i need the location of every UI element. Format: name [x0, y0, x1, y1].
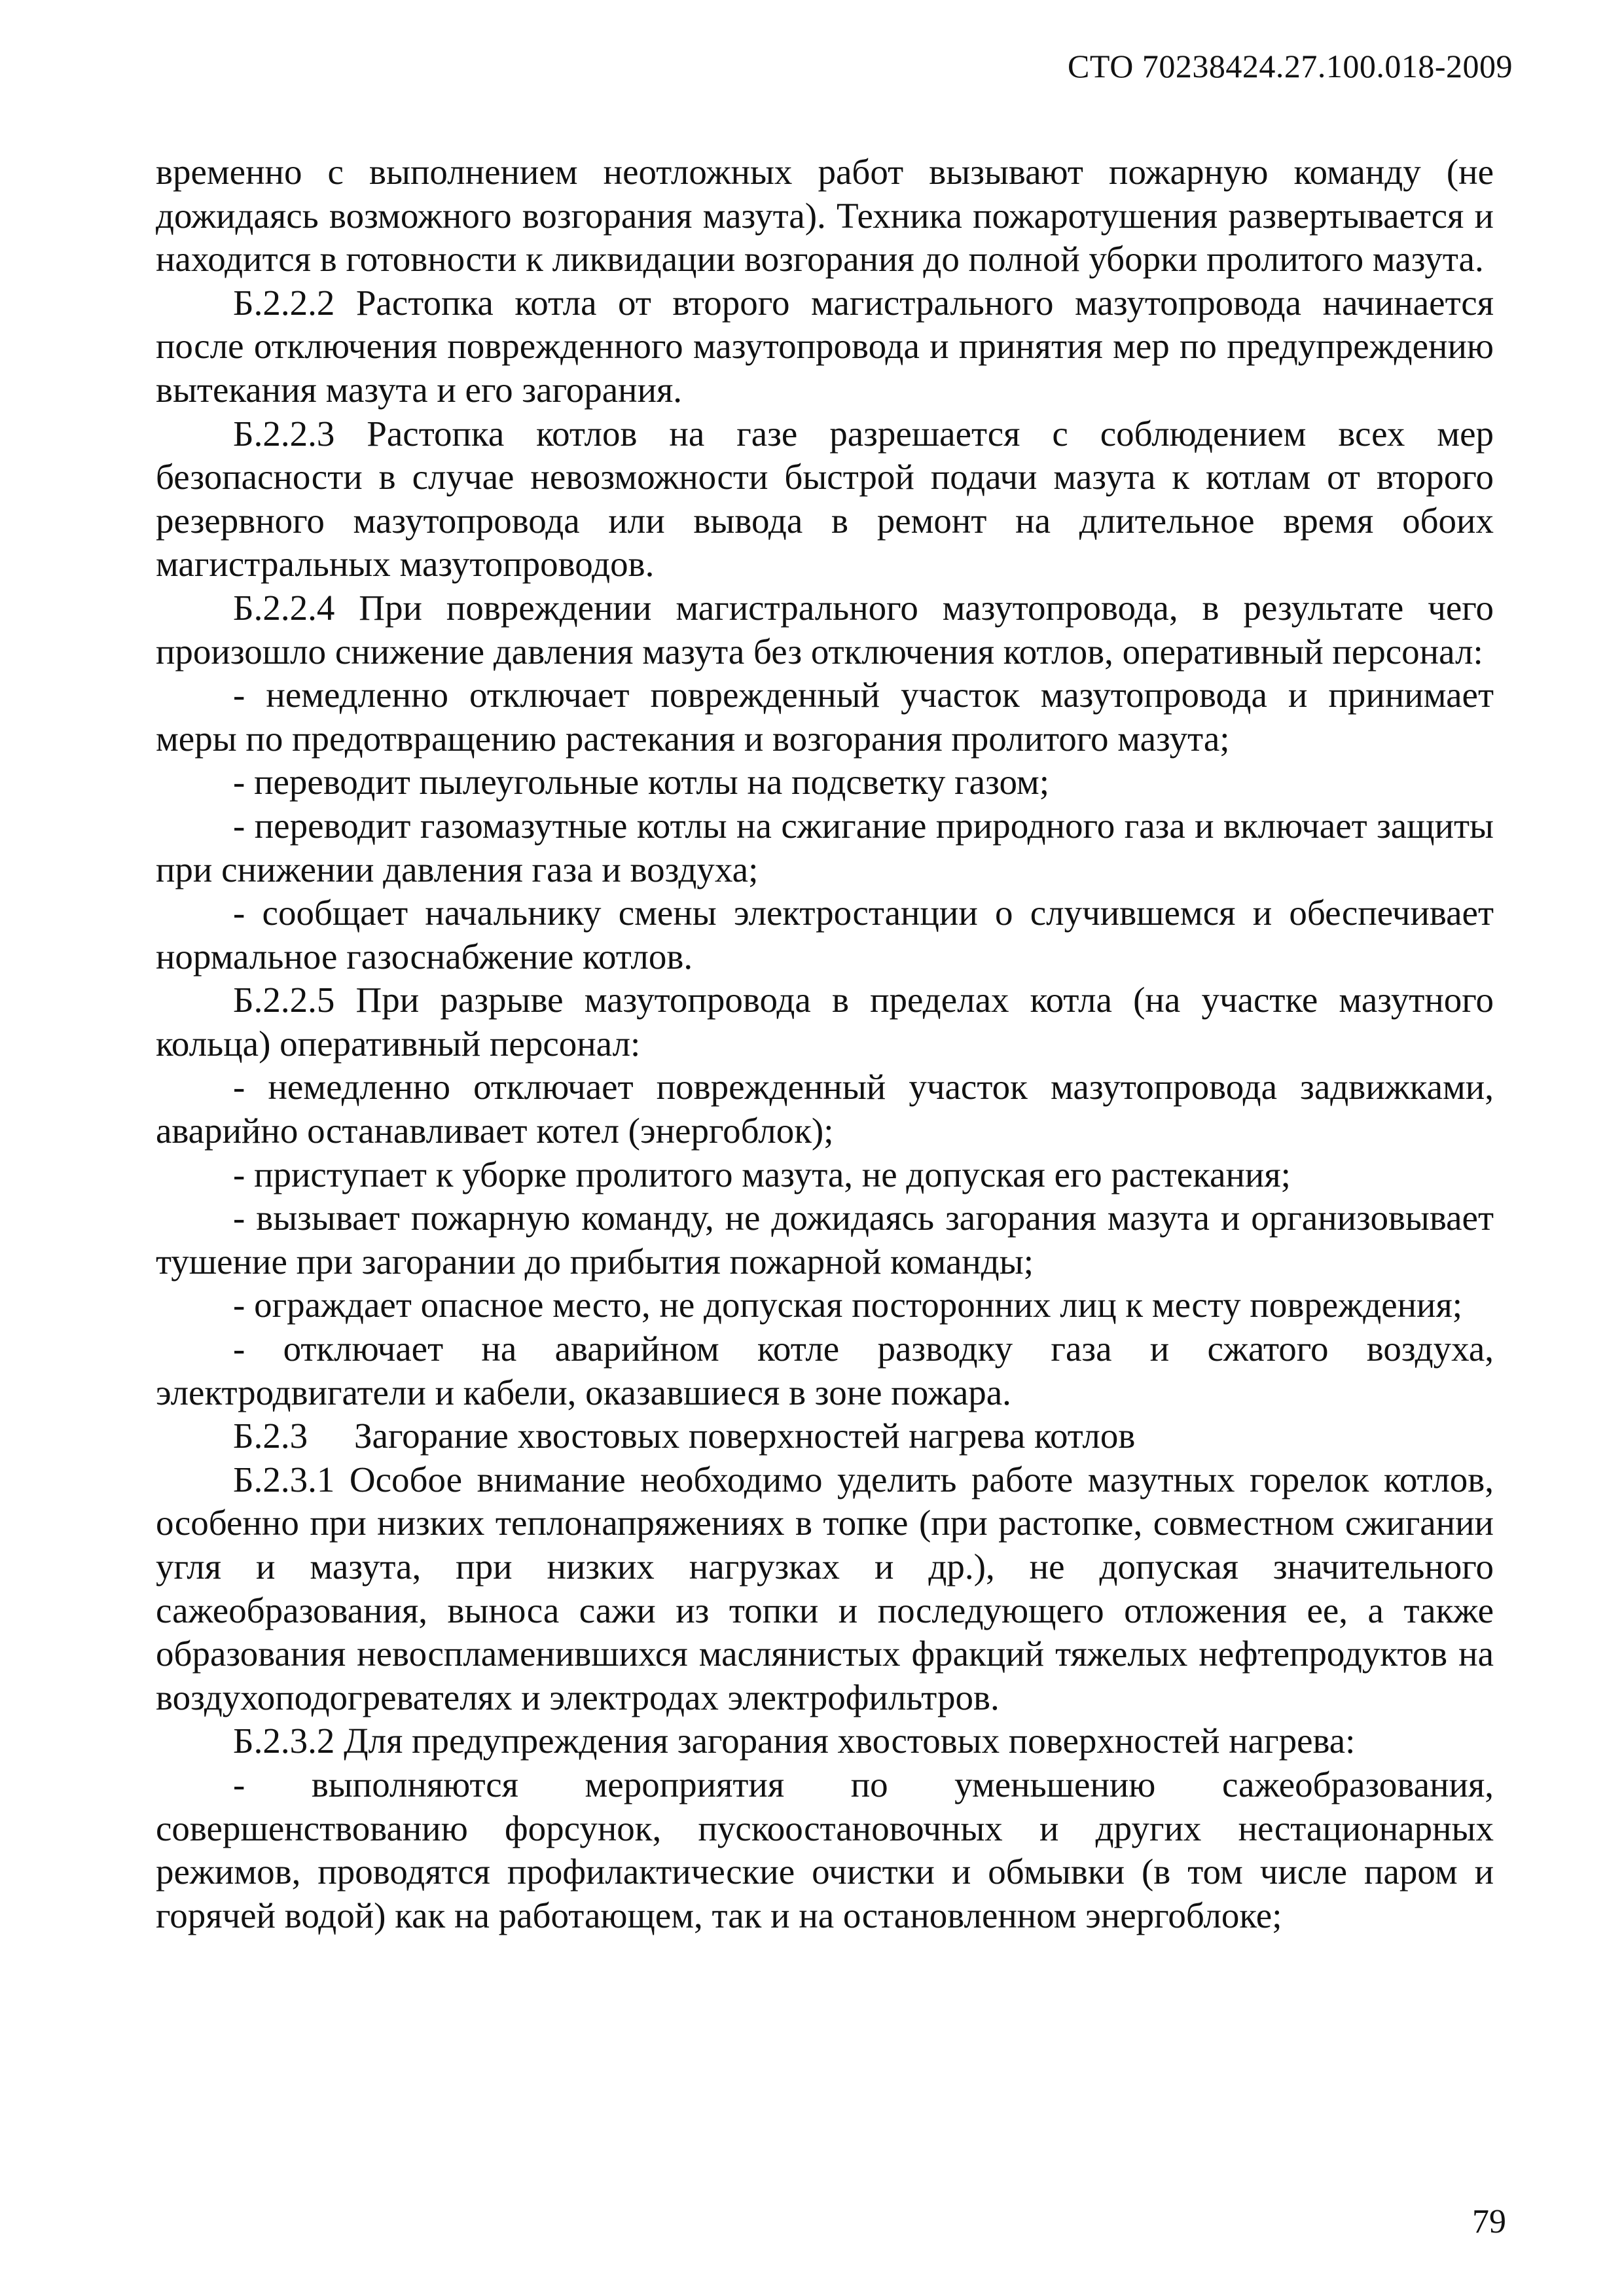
section-number: Б.2.3 — [233, 1416, 308, 1456]
page-number: 79 — [1472, 2203, 1506, 2240]
list-item: - переводит газомазутные котлы на сжигание природного газа и включает защиты при снижении давления газа и воздуха; — [156, 805, 1494, 889]
list-item: - сообщает начальнику смены электростанции о случившемся и обеспечивает нормальное газоснабжение котлов. — [156, 893, 1494, 977]
section-heading-b2-3 — [156, 1414, 1494, 1458]
list-item: - переводит пылеугольные котлы на подсветку газом; — [233, 762, 1050, 802]
list-item: - немедленно отключает поврежденный участок мазутопровода задвижками, аварийно останавливает котел (энергоблок); — [156, 1067, 1494, 1151]
paragraph-b2-2-5: Б.2.2.5 При разрыве мазутопровода в пределах котла (на участке мазутного кольца) оперативный персонал: — [156, 980, 1494, 1064]
list-item: - выполняются мероприятия по уменьшению сажеобразования, совершенствованию форсунок, пускоостановочных и других нестационарных режимов, проводятся профилактические очистки и обмывки (в том числе паром и горячей водой) как на работающем, так и на остановленном энергоблоке; — [156, 1764, 1494, 1935]
paragraph-b2-2-4: Б.2.2.4 При повреждении магистрального мазутопровода, в результате чего произошло снижение давления мазута без отключения котлов, оперативный персонал: — [156, 587, 1494, 672]
paragraph-b2-2-3: Б.2.2.3 Растопка котлов на газе разрешается с соблюдением всех мер безопасности в случае невозможности быстрой подачи мазута к котлам от второго резервного мазутопровода или вывода в ремонт на длительное время обоих магистральных мазутопроводов. — [156, 413, 1494, 584]
paragraph-b2-2-2: Б.2.2.2 Растопка котла от второго магистрального мазутопровода начинается после отключения поврежденного мазутопровода и принятия мер по предупреждению вытекания мазута и его загорания. — [156, 282, 1494, 410]
section-title: Загорание хвостовых поверхностей нагрева котлов — [354, 1416, 1136, 1456]
paragraph-b2-3-2: Б.2.3.2 Для предупреждения загорания хвостовых поверхностей нагрева: — [233, 1721, 1356, 1761]
document-body — [156, 151, 1494, 1937]
paragraph-b2-3-1: Б.2.3.1 Особое внимание необходимо уделить работе мазутных горелок котлов, особенно при низких теплонапряжениях в топке (при растопке, совместном сжигании угля и мазута, при низких нагрузках и др.), не допуская значительного сажеобразования, выноса сажи из топки и последующего отложения ее, а также образования невоспламенившихся маслянистых фракций тяжелых нефтепродуктов на воздухоподогревателях и электродах электрофильтров. — [156, 1459, 1494, 1717]
list-item: - отключает на аварийном котле разводку газа и сжатого воздуха, электродвигатели и кабели, оказавшиеся в зоне пожара. — [156, 1329, 1494, 1412]
list-item: - приступает к уборке пролитого мазута, не допуская его растекания; — [233, 1154, 1291, 1194]
list-item: - ограждает опасное место, не допуская посторонних лиц к месту повреждения; — [233, 1285, 1463, 1325]
list-item: - немедленно отключает поврежденный участок мазутопровода и принимает меры по предотвращению растекания и возгорания пролитого мазута; — [156, 675, 1494, 759]
paragraph-continuation: временно с выполнением неотложных работ вызывают пожарную команду (не дожидаясь возможного возгорания мазута). Техника пожаротушения развертывается и находится в готовности к ликвидации возгорания до полной уборки пролитого мазута. — [156, 152, 1494, 279]
list-item: - вызывает пожарную команду, не дожидаясь загорания мазута и организовывает тушение при загорании до прибытия пожарной команды; — [156, 1198, 1494, 1282]
document-code-header: СТО 70238424.27.100.018-2009 — [1068, 48, 1513, 84]
